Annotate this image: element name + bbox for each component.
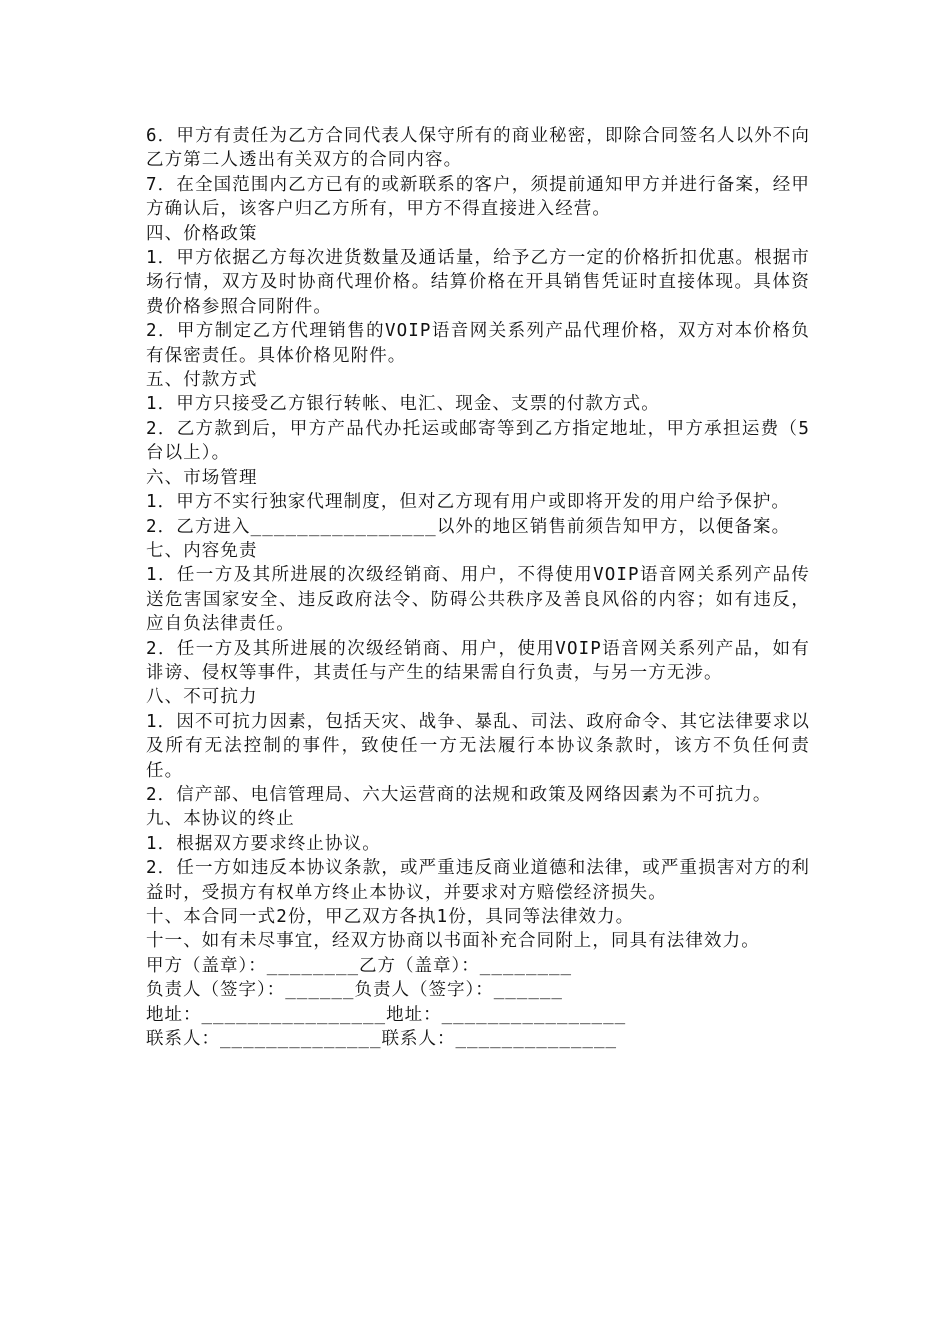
content-clause-2: 2．任一方及其所进展的次级经销商、用户，使用VOIP语音网关系列产品，如有诽谤、侵权等事件，其责任与产生的结果需自行负责，与另一方无涉。 bbox=[146, 638, 810, 683]
party-a-signer: 负责人（签字）：______ bbox=[146, 980, 355, 1001]
party-a-contact: 联系人：______________ bbox=[146, 1029, 382, 1050]
party-b-signer: 负责人（签字）：______ bbox=[354, 980, 563, 1001]
party-b-seal: 乙方（盖章）：________ bbox=[359, 955, 573, 976]
section-heading-market: 六、市场管理 bbox=[146, 467, 258, 488]
clause-6: 6．甲方有责任为乙方合同代表人保守所有的商业秘密，即除合同签名人以外不向乙方第二人透出有关双方的合同内容。 bbox=[146, 126, 810, 171]
force-clause-1: 1．因不可抗力因素，包括天灾、战争、暴乱、司法、政府命令、其它法律要求以及所有无法控制的事件，致使任一方无法履行本协议条款时，该方不负任何责任。 bbox=[146, 711, 810, 781]
termination-clause-2: 2．任一方如违反本协议条款，或严重违反商业道德和法律，或严重损害对方的利益时，受损方有权单方终止本协议，并要求对方赔偿经济损失。 bbox=[146, 858, 810, 903]
section-heading-force: 八、不可抗力 bbox=[146, 687, 258, 708]
payment-clause-2: 2．乙方款到后，甲方产品代办托运或邮寄等到乙方指定地址，甲方承担运费（5台以上）。 bbox=[146, 418, 810, 464]
clause-7: 7．在全国范围内乙方已有的或新联系的客户，须提前通知甲方并进行备案，经甲方确认后，该客户归乙方所有，甲方不得直接进入经营。 bbox=[146, 174, 810, 220]
party-b-contact: 联系人：______________ bbox=[381, 1029, 618, 1050]
price-clause-1: 1．甲方依据乙方每次进货数量及通话量，给予乙方一定的价格折扣优惠。根据市场行情，双方及时协商代理价格。结算价格在开具销售凭证时直接体现。具体资费价格参照合同附件。 bbox=[146, 248, 810, 317]
signature-row-seal bbox=[146, 954, 810, 978]
section-heading-payment: 五、付款方式 bbox=[146, 370, 258, 391]
force-clause-2: 2．信产部、电信管理局、六大运营商的法规和政策及网络因素为不可抗力。 bbox=[146, 784, 772, 805]
payment-clause-1: 1．甲方只接受乙方银行转帐、电汇、现金、支票的付款方式。 bbox=[146, 394, 660, 415]
section-heading-price: 四、价格政策 bbox=[146, 223, 258, 244]
market-clause-suffix: 以外的地区销售前须告知甲方，以便备案。 bbox=[436, 516, 791, 537]
market-clause-1: 1．甲方不实行独家代理制度，但对乙方现有用户或即将开发的用户给予保护。 bbox=[146, 492, 791, 513]
section-ten: 十、本合同一式2份，甲乙双方各执1份，具同等法律效力。 bbox=[146, 907, 635, 927]
termination-clause-1: 1．根据双方要求终止协议。 bbox=[146, 833, 381, 854]
party-a-seal: 甲方（盖章）：________ bbox=[146, 955, 360, 976]
market-clause-2 bbox=[146, 515, 810, 539]
section-eleven: 十一、如有未尽事宜，经双方协商以书面补充合同附上，同具有法律效力。 bbox=[146, 931, 760, 952]
section-heading-termination: 九、本协议的终止 bbox=[146, 809, 295, 830]
party-b-address: 地址：________________ bbox=[386, 1004, 627, 1025]
signature-row-signer bbox=[146, 978, 810, 1002]
market-clause-prefix: 2．乙方进入 bbox=[146, 516, 251, 537]
price-clause-2: 2．甲方制定乙方代理销售的VOIP语音网关系列产品代理价格，双方对本价格负有保密责任。具体价格见附件。 bbox=[146, 321, 810, 366]
signature-row-contact bbox=[146, 1027, 810, 1051]
region-blank: ________________ bbox=[250, 516, 437, 537]
section-heading-content: 七、内容免责 bbox=[146, 540, 258, 561]
party-a-address: 地址：________________ bbox=[146, 1004, 387, 1025]
signature-row-address bbox=[146, 1003, 810, 1027]
contract-page bbox=[146, 124, 810, 1051]
content-clause-1: 1．任一方及其所进展的次级经销商、用户，不得使用VOIP语音网关系列产品传送危害国家安全、违反政府法令、防碍公共秩序及善良风俗的内容；如有违反，应自负法律责任。 bbox=[146, 565, 810, 635]
